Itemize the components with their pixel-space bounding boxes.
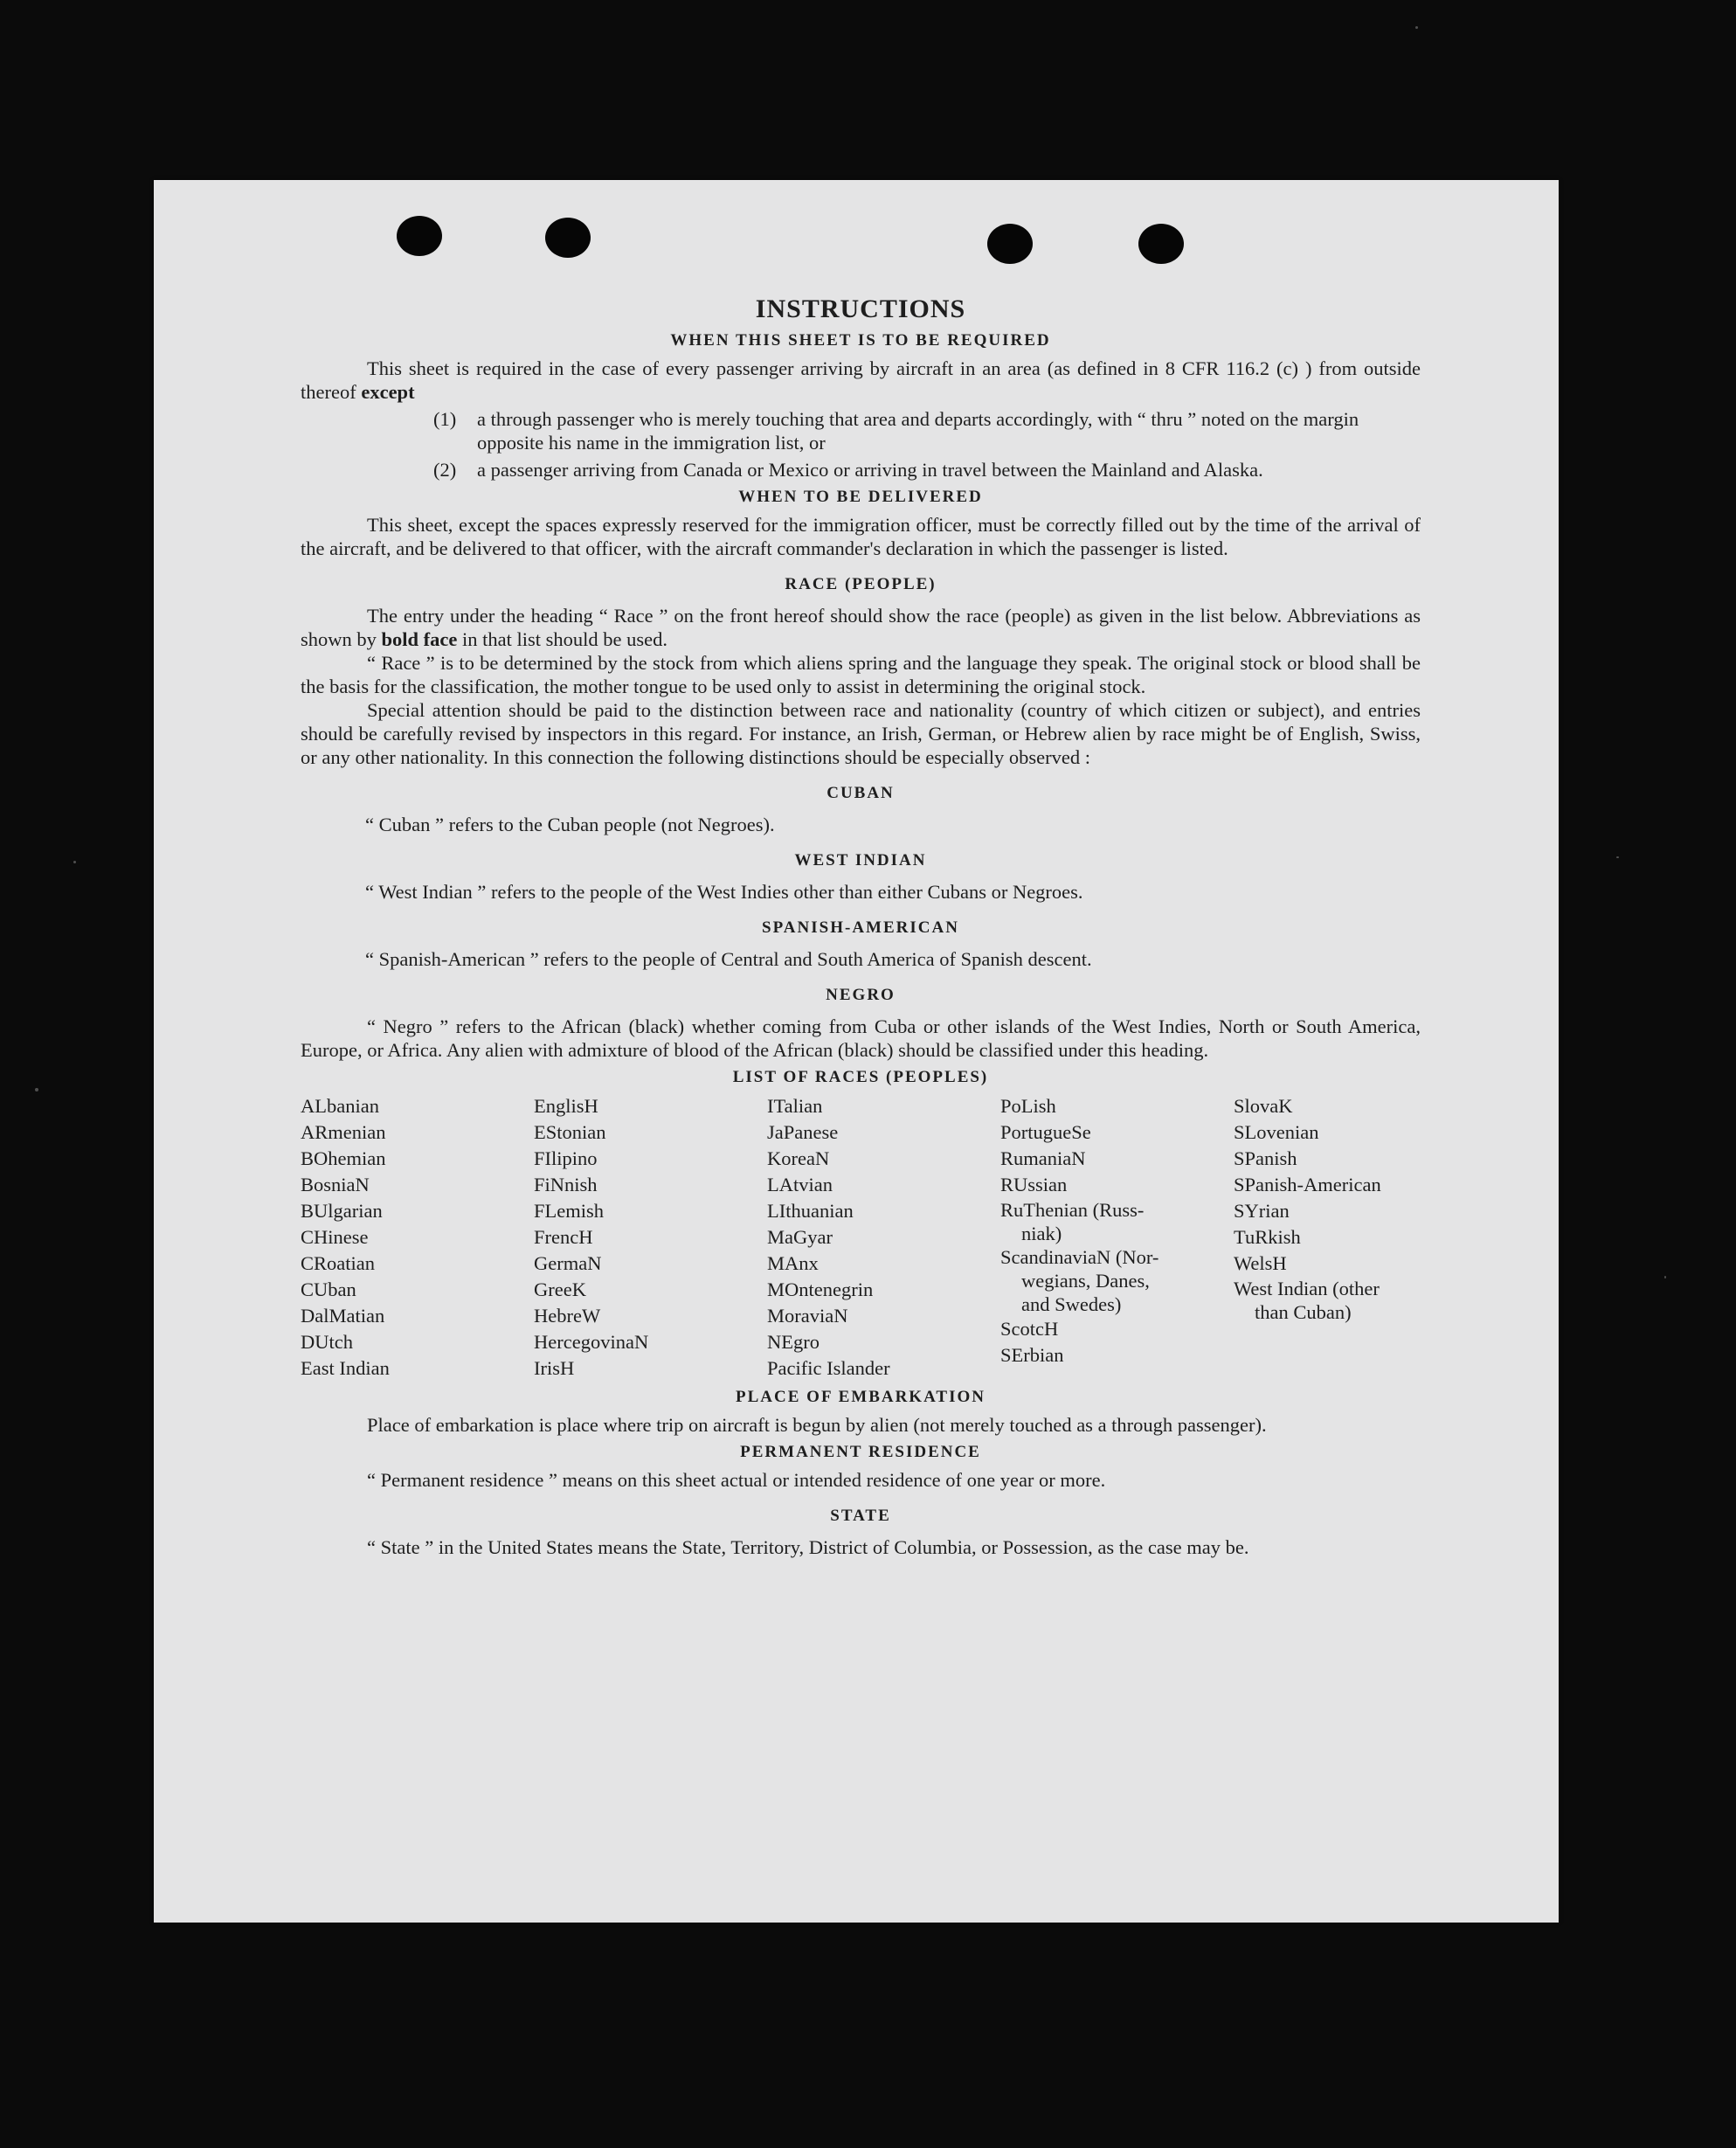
race-paragraph: Special attention should be paid to the distinction between race and nationality (country of which citizen or subject), and entries should be carefully revised by inspectors in this regard. For instance, an Irish, German, or Hebrew alien by race might be of English, Swiss, or any other nationality. In this connection the following distinctions should be especially observed : — [301, 699, 1421, 768]
punch-hole — [545, 218, 591, 258]
race-entry: TuRkish — [1234, 1226, 1301, 1248]
race-entry: CRoatian — [301, 1252, 375, 1274]
race-entry: ScandinaviaN (Nor- — [1000, 1246, 1159, 1268]
document-page — [154, 180, 1559, 1923]
heading-cuban: CUBAN — [827, 784, 895, 802]
race-entry: CUban — [301, 1278, 356, 1300]
race-entry: DUtch — [301, 1331, 353, 1353]
race-entry: BOhemian — [301, 1147, 386, 1169]
races-column — [1234, 1093, 1421, 1382]
race-entry: KoreaN — [767, 1147, 830, 1169]
race-entry: ScotcH — [1000, 1318, 1059, 1340]
race-entry: GreeK — [534, 1278, 586, 1300]
race-entry: ARmenian — [301, 1121, 386, 1143]
race-entry: RUssian — [1000, 1174, 1068, 1195]
race-entry: FLemish — [534, 1200, 605, 1222]
race-entry: BosniaN — [301, 1174, 370, 1195]
instructions-body — [301, 294, 1421, 1559]
race-entry: MAnx — [767, 1252, 819, 1274]
race-entry: MaGyar — [767, 1226, 833, 1248]
race-entry: GermaN — [534, 1252, 602, 1274]
punch-hole — [1138, 224, 1184, 264]
race-entry: PortugueSe — [1000, 1121, 1091, 1143]
race-entry-continued: wegians, Danes, — [1021, 1270, 1150, 1292]
punch-hole — [987, 224, 1033, 264]
heading-required: WHEN THIS SHEET IS TO BE REQUIRED — [670, 331, 1051, 350]
race-entry: EnglisH — [534, 1095, 598, 1117]
races-column — [1000, 1093, 1234, 1382]
race-entry: HercegovinaN — [534, 1331, 649, 1353]
race-entry: IrisH — [534, 1357, 575, 1379]
negro-text: “ Negro ” refers to the African (black) whether coming from Cuba or other islands of the West Indies, North or South America, Europe, or Africa. Any alien with admixture of blood of the African (black) should be classified under this heading. — [301, 1015, 1421, 1061]
race-entry-continued: than Cuban) — [1255, 1301, 1352, 1323]
residence-text: “ Permanent residence ” means on this sheet actual or intended residence of one year or more. — [367, 1469, 1106, 1491]
race-entry: CHinese — [301, 1226, 369, 1248]
race-entry: East Indian — [301, 1357, 390, 1379]
heading-race: RACE (PEOPLE) — [785, 575, 937, 593]
race-entry-continued: and Swedes) — [1021, 1293, 1122, 1315]
required-intro: This sheet is required in the case of every passenger arriving by aircraft in an area (as defined in 8 CFR 116.2 (c) ) from outside thereof except — [301, 357, 1421, 403]
race-entry: LIthuanian — [767, 1200, 854, 1222]
embarkation-text: Place of embarkation is place where trip on aircraft is begun by alien (not merely touched as a through passenger). — [367, 1414, 1267, 1436]
race-entry: WelsH — [1234, 1252, 1287, 1274]
heading-spanish-american: SPANISH-AMERICAN — [762, 918, 959, 937]
delivered-text: This sheet, except the spaces expressly reserved for the immigration officer, must be correctly filled out by the time of the arrival of the aircraft, and be delivered to that officer, with the aircraft commander's declaration in which the passenger is listed. — [301, 514, 1421, 559]
heading-races-list: LIST OF RACES (PEOPLES) — [732, 1068, 989, 1086]
race-entry: Pacific Islander — [767, 1357, 890, 1379]
race-entry: ITalian — [767, 1095, 823, 1117]
races-column — [301, 1093, 534, 1382]
page-title: INSTRUCTIONS — [755, 294, 966, 323]
heading-delivered: WHEN TO BE DELIVERED — [738, 488, 983, 506]
punch-hole — [397, 216, 442, 256]
race-entry: MoraviaN — [767, 1305, 848, 1327]
races-column — [534, 1093, 767, 1382]
state-text: “ State ” in the United States means the State, Territory, District of Columbia, or Possession, as the case may be. — [367, 1536, 1249, 1558]
races-table — [301, 1093, 1421, 1382]
race-entry: BUlgarian — [301, 1200, 383, 1222]
cuban-text: “ Cuban ” refers to the Cuban people (not Negroes). — [365, 814, 775, 835]
race-entry: ALbanian — [301, 1095, 379, 1117]
heading-state: STATE — [830, 1507, 891, 1525]
race-entry: NEgro — [767, 1331, 820, 1353]
race-entry: SYrian — [1234, 1200, 1290, 1222]
race-entry: SPanish — [1234, 1147, 1297, 1169]
race-entry: RuThenian (Russ- — [1000, 1199, 1145, 1221]
exception-item: (2) a passenger arriving from Canada or Mexico or arriving in travel between the Mainland and Alaska. — [433, 459, 1263, 481]
race-entry: FrencH — [534, 1226, 593, 1248]
race-entry: FIlipino — [534, 1147, 598, 1169]
race-entry: DalMatian — [301, 1305, 385, 1327]
race-entry-continued: niak) — [1021, 1223, 1062, 1244]
exception-item: (1) a through passenger who is merely touching that area and departs accordingly, with “ thru ” noted on the margin opposite his name in the immigration list, or — [433, 408, 1359, 454]
race-entry: HebreW — [534, 1305, 601, 1327]
race-entry: RumaniaN — [1000, 1147, 1086, 1169]
race-entry: West Indian (other — [1234, 1278, 1380, 1299]
heading-west-indian: WEST INDIAN — [794, 851, 927, 870]
race-entry: PoLish — [1000, 1095, 1056, 1117]
race-entry: MOntenegrin — [767, 1278, 874, 1300]
race-entry: SlovaK — [1234, 1095, 1293, 1117]
race-entry: JaPanese — [767, 1121, 839, 1143]
spanish-american-text: “ Spanish-American ” refers to the people of Central and South America of Spanish descent. — [365, 948, 1092, 970]
race-entry: SErbian — [1000, 1344, 1064, 1366]
races-column — [767, 1093, 1000, 1382]
heading-negro: NEGRO — [826, 986, 896, 1004]
heading-embarkation: PLACE OF EMBARKATION — [736, 1388, 986, 1406]
race-entry: LAtvian — [767, 1174, 833, 1195]
race-entry: SPanish-American — [1234, 1174, 1381, 1195]
race-entry: EStonian — [534, 1121, 606, 1143]
race-entry: FiNnish — [534, 1174, 598, 1195]
west-indian-text: “ West Indian ” refers to the people of the West Indies other than either Cubans or Negroes. — [365, 881, 1083, 903]
race-paragraph: “ Race ” is to be determined by the stock from which aliens spring and the language they speak. The original stock or blood shall be the basis for the classification, the mother tongue to be used only to assist in determining the original stock. — [301, 652, 1421, 697]
race-paragraph: The entry under the heading “ Race ” on the front hereof should show the race (people) as given in the list below. Abbreviations as shown by bold face in that list should be used. — [301, 605, 1421, 650]
race-entry: SLovenian — [1234, 1121, 1319, 1143]
heading-residence: PERMANENT RESIDENCE — [740, 1443, 981, 1461]
